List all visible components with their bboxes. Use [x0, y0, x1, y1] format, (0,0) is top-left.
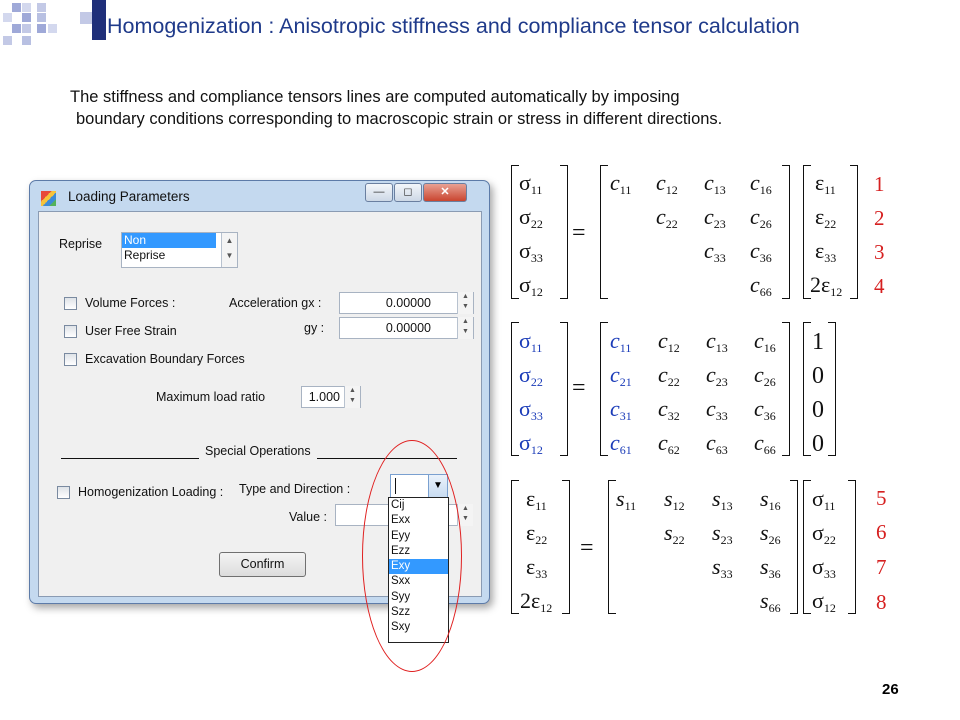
excavation-checkbox[interactable] [64, 353, 77, 366]
reprise-scroll[interactable]: ▲ ▼ [221, 233, 237, 267]
app-icon [41, 191, 56, 206]
option-eyy[interactable]: Eyy [391, 529, 411, 542]
accel-gx-label: Acceleration gx : [229, 296, 322, 310]
gy-input[interactable]: 0.00000 [339, 317, 474, 339]
minimize-button[interactable]: — [365, 183, 393, 202]
reprise-option-non[interactable]: Non [122, 233, 216, 248]
accel-gx-spinner[interactable]: ▲ ▼ [457, 292, 473, 314]
reprise-label: Reprise [59, 237, 103, 251]
option-cij[interactable]: Cij [391, 499, 405, 511]
divider-left [61, 458, 199, 459]
close-button[interactable]: ✕ [423, 183, 467, 202]
homogenization-checkbox[interactable] [57, 486, 70, 499]
max-load-label: Maximum load ratio [156, 390, 266, 404]
value-label: Value : [289, 510, 327, 524]
intro-line-2: boundary conditions corresponding to macroscopic strain or stress in different directions. [76, 110, 723, 128]
reprise-listbox[interactable] [121, 232, 238, 268]
intro-text [70, 86, 722, 130]
intro-line-1: The stiffness and compliance tensors lines are computed automatically by imposing [70, 88, 680, 106]
max-load-spinner[interactable]: ▲ ▼ [344, 386, 360, 408]
excavation-label: Excavation Boundary Forces [85, 352, 245, 366]
chevron-down-icon[interactable]: ▼ [428, 475, 447, 497]
row-label-1: 1 [874, 172, 885, 196]
row-label-4: 4 [874, 274, 885, 298]
row-label-7: 7 [876, 555, 887, 579]
row-label-6: 6 [876, 520, 887, 544]
option-exx[interactable]: Exx [391, 514, 411, 527]
max-load-input[interactable]: 1.000 [301, 386, 361, 408]
row-label-3: 3 [874, 240, 885, 264]
volume-forces-label: Volume Forces : [85, 296, 176, 310]
value-spinner[interactable]: ▲ ▼ [457, 504, 473, 526]
special-ops-label: Special Operations [205, 444, 311, 458]
option-sxx[interactable]: Sxx [391, 575, 411, 588]
type-direction-label: Type and Direction : [239, 482, 351, 496]
row-label-5: 5 [876, 486, 887, 510]
page-number: 26 [882, 681, 899, 698]
row-label-2: 2 [874, 206, 885, 230]
user-free-strain-checkbox[interactable] [64, 325, 77, 338]
accel-gx-input[interactable]: 0.00000 [339, 292, 474, 314]
volume-forces-checkbox[interactable] [64, 297, 77, 310]
option-szz[interactable]: Szz [391, 606, 411, 619]
homogenization-label: Homogenization Loading : [78, 485, 224, 499]
dialog-title: Loading Parameters [68, 189, 190, 204]
reprise-option-reprise[interactable]: Reprise [124, 248, 166, 262]
option-sxy[interactable]: Sxy [391, 621, 411, 634]
maximize-button[interactable]: ◻ [394, 183, 422, 202]
confirm-button[interactable]: Confirm [219, 552, 306, 577]
user-free-strain-label: User Free Strain [85, 324, 177, 338]
highlight-ellipse [362, 440, 462, 672]
option-exy[interactable]: Exy [389, 559, 448, 574]
option-ezz[interactable]: Ezz [391, 544, 411, 557]
slide-title: Homogenization : Anisotropic stiffness and compliance tensor calculation [107, 14, 800, 38]
row-label-8: 8 [876, 590, 887, 614]
gy-spinner[interactable]: ▲ ▼ [457, 317, 473, 339]
option-syy[interactable]: Syy [391, 590, 411, 603]
gy-label: gy : [304, 321, 325, 335]
